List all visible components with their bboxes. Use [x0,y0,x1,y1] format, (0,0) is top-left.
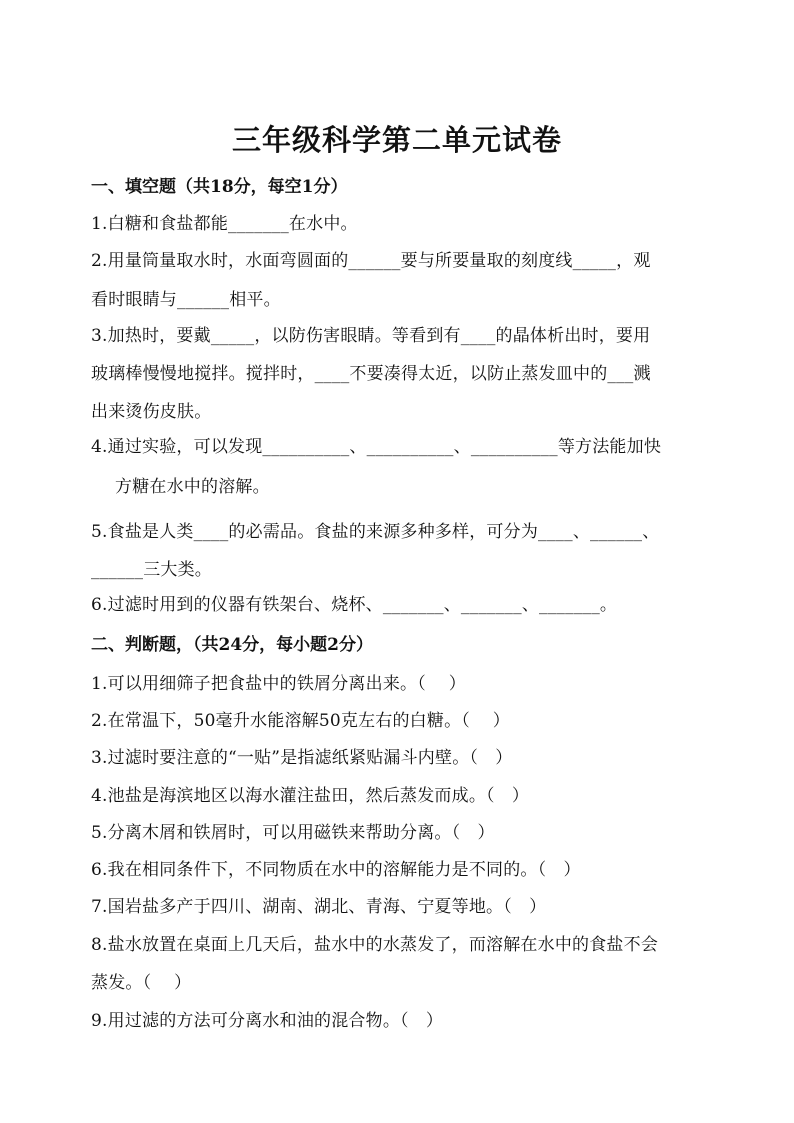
question-line: 5.食盐是人类____的必需品。食盐的来源多种多样，可分为____、______、 [91,522,660,542]
question-line: 玻璃棒慢慢地搅拌。搅拌时，____不要凑得太近，以防止蒸发皿中的___溅 [91,364,651,384]
question-line: 2.用量筒量取水时，水面弯圆面的______要与所要量取的刻度线_____，观 [91,251,651,271]
question-line: 蒸发。（ ） [91,973,192,993]
question-line: 4.池盐是海滨地区以海水灌注盐田，然后蒸发而成。（ ） [91,786,530,806]
question-line: 9.用过滤的方法可分离水和油的混合物。（ ） [91,1011,444,1031]
question-line: 2.在常温下，50毫升水能溶解50克左右的白糖。（ ） [91,711,510,731]
question-line: 3.过滤时要注意的“一贴”是指滤纸紧贴漏斗内壁。（ ） [91,748,513,768]
question-line: 5.分离木屑和铁屑时，可以用磁铁来帮助分离。（ ） [91,823,495,843]
question-line: 出来烫伤皮肤。 [91,402,212,422]
question-line: 3.加热时，要戴_____，以防伤害眼睛。等看到有____的晶体析出时，要用 [91,326,651,346]
question-line: 方糖在水中的溶解。 [115,477,270,497]
question-line: 7.国岩盐多产于四川、湖南、湖北、青海、宁夏等地。（ ） [91,897,547,917]
section-heading-true-false: 二、判断题，（共24分，每小题2分） [91,635,373,655]
question-line: 看时眼睛与______相平。 [91,290,281,310]
page-title: 三年级科学第二单元试卷 [231,123,562,157]
question-line: 1.白糖和食盐都能_______在水中。 [91,214,358,234]
question-line: 1.可以用细筛子把食盐中的铁屑分离出来。（ ） [91,674,466,694]
question-line: 8.盐水放置在桌面上几天后，盐水中的水蒸发了，而溶解在水中的食盐不会 [91,935,659,955]
section-heading-fill-blank: 一、填空题（共18分，每空1分） [91,177,348,197]
question-line: 6.过滤时用到的仪器有铁架台、烧杯、_______、_______、_______。 [91,595,618,615]
question-line: 6.我在相同条件下，不同物质在水中的溶解能力是不同的。（ ） [91,860,581,880]
question-line: 4.通过实验，可以发现__________、__________、__________等方法能加快 [91,437,662,457]
question-line: ______三大类。 [91,560,212,580]
